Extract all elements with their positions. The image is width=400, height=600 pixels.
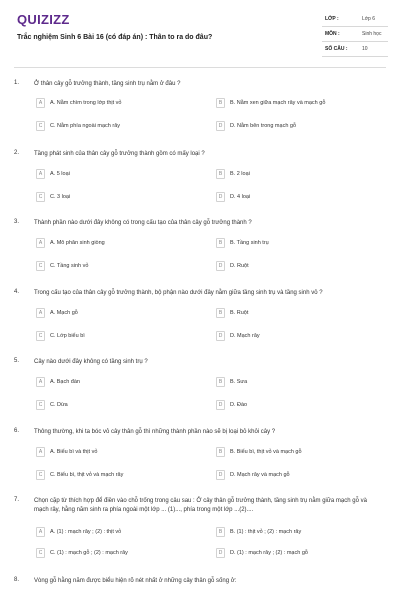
option-letter: D [216,331,225,341]
option-letter: D [216,470,225,480]
option-text: A. (1) : mạch rây ; (2) : thịt vỏ [50,529,122,535]
option-text: A. Mô phân sinh giòng [50,240,105,246]
option-letter: A [36,169,45,179]
question-number: 3. [14,219,20,225]
option-letter: A [36,308,45,318]
option-text: D. (1) : mạch rây ; (2) : mạch gỗ [230,550,308,556]
meta-subject [322,28,388,42]
option-d[interactable] [216,400,376,412]
option-d[interactable] [216,331,376,343]
question-number: 5. [14,358,20,364]
question-number: 4. [14,289,20,295]
option-text: C. Nằm phía ngoài mạch rây [50,123,121,129]
option-text: D. Mạch rây [230,333,260,339]
meta-subject-value: Sinh học [362,31,382,37]
meta-count-label: SỐ CÂU : [325,46,348,52]
option-a[interactable] [36,447,196,459]
page-title: Trắc nghiệm Sinh 6 Bài 16 (có đáp án) : Thân to ra do đâu? [17,34,213,41]
option-a[interactable] [36,527,196,539]
option-letter: D [216,400,225,410]
question-stem: Ở thân cây gỗ trưởng thành, tầng sinh trụ nằm ở đâu ? [34,81,181,87]
option-d[interactable] [216,470,376,482]
option-letter: C [36,331,45,341]
meta-divider [322,41,388,42]
question-number: 8. [14,577,20,583]
option-d[interactable] [216,121,376,133]
option-letter: D [216,121,225,131]
option-letter: B [216,308,225,318]
option-letter: A [36,527,45,537]
option-c[interactable] [36,261,196,273]
option-text: D. Mạch rây và mạch gỗ [230,472,290,478]
worksheet-header [0,0,400,66]
option-letter: B [216,527,225,537]
option-d[interactable] [216,261,376,273]
option-text: B. Sưa [230,379,248,385]
option-text: B. Nằm xen giữa mạch rây và mạch gỗ [230,100,326,106]
question-stem: Cây nào dưới đây không có tầng sinh trụ ? [34,359,148,365]
option-text: A. Mạch gỗ [50,310,78,316]
question-number: 6. [14,428,20,434]
option-letter: A [36,377,45,387]
option-text: A. Biểu bì và thịt vỏ [50,449,98,455]
option-a[interactable] [36,377,196,389]
option-text: C. 3 loại [50,194,71,200]
option-c[interactable] [36,548,196,560]
quizizz-logo: QUIZIZZ [17,12,70,27]
question-stem: Thông thường, khi ta bóc vỏ cây thân gỗ thì những thành phần nào sẽ bị loại bỏ khỏi cây ? [34,429,276,435]
option-c[interactable] [36,121,196,133]
option-b[interactable] [216,98,376,110]
option-text: A. Nằm chìm trong lớp thịt vỏ [50,100,122,106]
option-letter: C [36,548,45,558]
question-number: 1. [14,80,20,86]
option-b[interactable] [216,527,376,539]
option-text: B. Tầng sinh trụ [230,240,269,246]
option-text: B. 2 loại [230,171,250,177]
question-stem: Trong cấu tạo của thân cây gỗ trưởng thành, bộ phận nào dưới đây nằm giữa tầng sinh trụ và tầng sinh vỏ ? [34,290,323,296]
option-text: C. Dừa [50,402,68,408]
option-text: A. 5 loại [50,171,70,177]
option-text: C. Biểu bì, thịt vỏ và mạch rây [50,472,124,478]
option-a[interactable] [36,308,196,320]
option-b[interactable] [216,377,376,389]
option-letter: B [216,98,225,108]
question-stem: Chọn cặp từ thích hợp để điền vào chỗ trống trong câu sau : Ở cây thân gỗ trưởng thành, tầng sinh trụ nằm giữa mạch gỗ và mạch rây, hằng năm sinh ra phía ngoài một lớp ... (1)..., phía trong một lớp ...(2).... [34,498,367,513]
option-b[interactable] [216,169,376,181]
option-d[interactable] [216,192,376,204]
meta-divider [322,56,388,57]
meta-grade-value: Lớp 6 [362,16,376,22]
question-number: 7. [14,497,20,503]
option-text: D. Đào [230,402,248,408]
option-b[interactable] [216,238,376,250]
option-letter: D [216,261,225,271]
meta-divider [322,26,388,27]
option-c[interactable] [36,192,196,204]
option-b[interactable] [216,447,376,459]
option-letter: A [36,447,45,457]
question-number: 2. [14,150,20,156]
option-b[interactable] [216,308,376,320]
option-letter: A [36,238,45,248]
question-stem: Tầng phát sinh của thân cây gỗ trưởng thành gồm có mấy loại ? [34,151,205,157]
question-stem: Thành phần nào dưới đây không có trong cấu tạo của thân cây gỗ trưởng thành ? [34,220,252,226]
option-c[interactable] [36,400,196,412]
option-c[interactable] [36,470,196,482]
option-text: D. Ruột [230,263,249,269]
header-divider [14,67,386,68]
option-letter: A [36,98,45,108]
meta-count-value: 10 [362,46,368,52]
option-letter: B [216,447,225,457]
option-text: C. (1) : mạch gỗ ; (2) : mạch rây [50,550,128,556]
option-d[interactable] [216,548,376,560]
option-letter: C [36,121,45,131]
option-letter: C [36,470,45,480]
option-letter: D [216,192,225,202]
option-text: B. (1) : thịt vỏ ; (2) : mạch rây [230,529,302,535]
option-text: C. Lớp biểu bì [50,333,85,339]
meta-count [322,43,388,57]
option-letter: C [36,400,45,410]
option-text: A. Bạch đàn [50,379,80,385]
meta-grade [322,13,388,27]
option-a[interactable] [36,238,196,250]
option-text: C. Tầng sinh vỏ [50,263,89,269]
option-text: D. Nằm bên trong mạch gỗ [230,123,297,129]
option-letter: D [216,548,225,558]
option-letter: B [216,377,225,387]
option-c[interactable] [36,331,196,343]
meta-subject-label: MÔN : [325,31,340,37]
question-stem: Vòng gỗ hằng năm được biểu hiện rõ nét nhất ở những cây thân gỗ sống ở: [34,578,237,584]
option-text: B. Biểu bì, thịt vỏ và mạch gỗ [230,449,302,455]
option-a[interactable] [36,98,196,110]
option-text: B. Ruột [230,310,249,316]
option-letter: C [36,261,45,271]
option-letter: C [36,192,45,202]
meta-grade-label: LỚP : [325,16,339,22]
option-a[interactable] [36,169,196,181]
option-letter: B [216,238,225,248]
option-letter: B [216,169,225,179]
option-text: D. 4 loại [230,194,251,200]
